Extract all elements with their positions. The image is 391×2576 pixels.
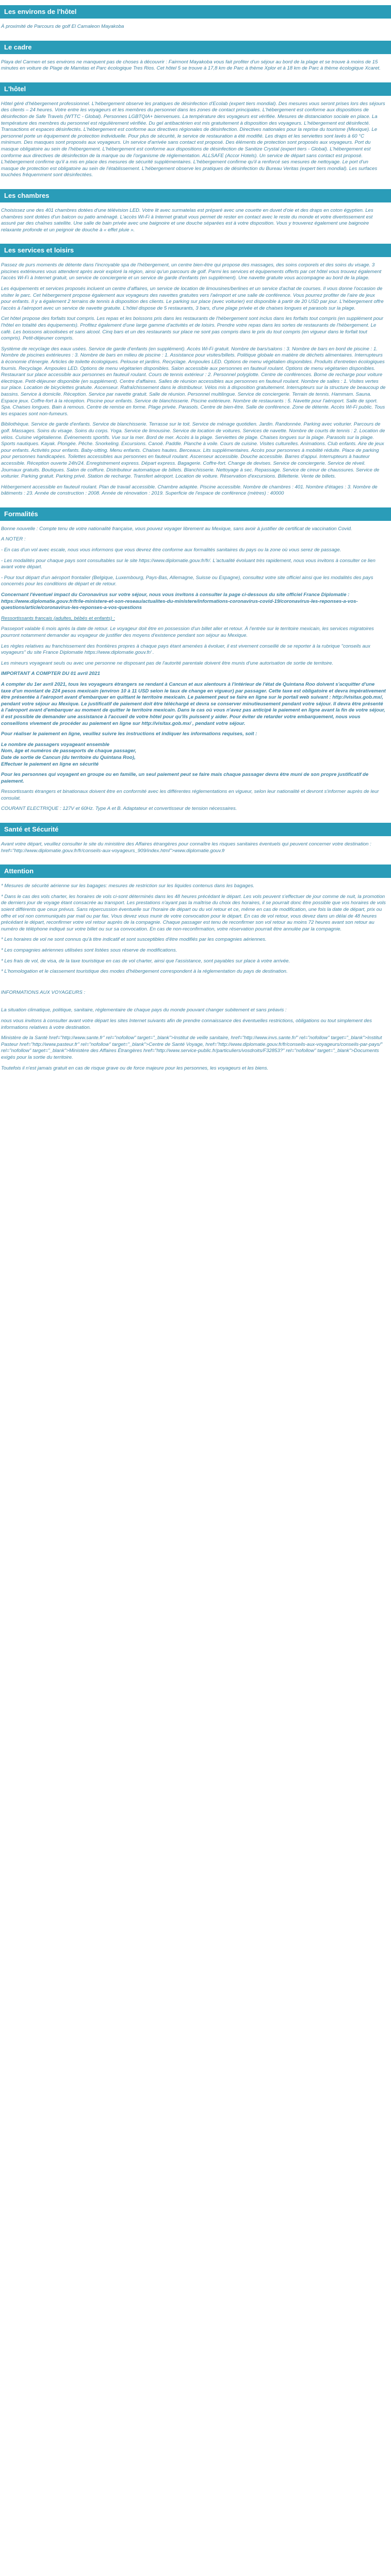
paragraph: Le nombre de passagers voyageant ensemble Nom, âge et numéros de passeports de chaque passager, Date de sortie de Cancun (du territoire du Quintana Roo), Effectuer le paiement en ligne en sécurité <box>1 741 137 767</box>
paragraph: * Dans le cas des vols charter, les horaires de vols ci-sont déterminés dans les 48 heures précédant le départ. Les vols peuvent s'effectuer de jour comme de nuit, la promotion de derniers jour de voyage étant consacrée au transport. Les prestations n'ayant pas la maîtrise du choix des horaires, il se pourrait donc être possible que vos horaires de vols soient différents que ceux prévus. Sans répercussion éventuelle sur l'horaire de départ ou du vol retour et ce, même en cas de modification, une fois la date de départ, prix ou offre et vol non communiqués par mail ou par fax. Vous devez vous munir de votre convocation pour le départ. En cas de vol retour, vous devez dans un délai de 48 heures précédant le départ, reconfirmer votre vol retour auprès de la compagnie. Chaque passager est tenu de reconfirmer son vol retour au moins 72 heures avant son retour au numéro de téléphone indiqué sur votre billet ou sur sa convocation. En cas de non-reconfirmation, votre réservation pourrait être annulée par la compagnie. <box>1 893 386 932</box>
paragraph: * Les frais de vol, de visa, de la taxe touristique en cas de vol charter, ainsi que l'assistance, sont payables sur place à votre arrivée. <box>1 958 290 964</box>
paragraph: A NOTER : <box>1 536 26 543</box>
paragraph: Ressortissants étrangers et binationaux doivent être en conformité avec les différentes réglementations en vigueur, selon leur nationalité et devront s'informer auprès de leur consulat. <box>1 789 379 801</box>
paragraph: Choisissez une des 401 chambres dotées d'une télévision LED. Votre lit avec surmatelas est préparé avec une couette en duvet d'oie et des draps en coton égyptien. Les chambres sont dotées d'un balcon ou patio aménagé. L'accès Wi-Fi à Internet gratuit vous permet de rester en contact avec le reste du monde et votre divertissement est assuré par des chaînes satellite. Une salle de bain privée avec une baignoire et une douche séparées est à votre disposition. Vous y trouverez également une baignoire relaxante profonde et un peignoir de douche à « effet pluie ». <box>1 207 373 233</box>
section-title: L'hôtel <box>0 82 391 96</box>
link-paragraph[interactable] <box>1 616 386 622</box>
paragraph: Avant votre départ, veuillez consulter le site du ministère des Affaires étrangères pour connaître les risques sanitaires éventuels qui peuvent concerner votre destination : href="http://www.diplomatie.gouv.fr/fr/conseils-aux-voyageurs_909/index.html">www.diplomatie.gouv.fr <box>1 841 371 854</box>
paragraph: Les mineurs voyageant seuls ou avec une personne ne disposant pas de l'autorité parentale doivent être munis d'une autorisation de sortie de territoire. <box>1 660 334 666</box>
paragraph: - Les modalités pour chaque pays sont consultables sur le site https://www.diplomatie.gouv.fr/fr/. L'actualité évoluant très rapidement, nous vous invitons à consulter ce lien avant votre départ. <box>1 557 376 570</box>
paragraph: Pour les personnes qui voyagent en groupe ou en famille, un seul paiement peut se faire mais chaque passager devra être muni de son propre justificatif de paiement. <box>1 772 369 784</box>
paragraph: À proximité de Parcours de golf El Camaleon Mayakoba <box>1 24 124 29</box>
paragraph: Playa del Carmen et ses environs ne manquent pas de choses à découvrir : Fairmont Mayakoba vous fait profiter d'un séjour au bord de la plage et se trouve à moins de 15 minutes en voiture de Plage de Mamitas et Parc écologique Tres Rios. Cet hôtel 5 se trouve à 17,8 km de Parc à thème Xplor et à 18 km de Parc à thème écologique Xcaret. <box>1 59 381 72</box>
paragraph: * Les compagnies aériennes utilisées sont listées sous réserve de modifications. <box>1 947 177 953</box>
paragraph: Pour réaliser le paiement en ligne, veuillez suivre les instructions et indiquer les informations requises, soit : <box>1 731 257 737</box>
paragraph: Cet hôtel propose des forfaits tout compris. Les repas et les boissons pris dans les restaurants de l'hébergement sont inclus dans les forfaits tout compris (en supplément pour l'hôtel en totalité des équipements). Profitez également d'une large gamme d'activités et de loisirs. Prendre votre repas dans les sortes de restaurants de l'hébergement. Le café. Les boissons alcoolisées et sans alcool. Cinq bars et un des restaurants sur place ne sont pas compris dans le prix du tout compris (en vigueur dans le forfait tout compris). Petit-déjeuner compris. <box>1 316 383 342</box>
paragraph: Toutefois il n'est jamais gratuit en cas de risque grave ou de force majeure pour les personnes, les voyageurs et les biens. <box>1 1065 269 1071</box>
section-environs <box>0 5 391 30</box>
paragraph: Bibliothèque. Service de garde d'enfants. Service de blanchisserie. Terrasse sur le toit. Service de ménage quotidien. Jardin. Randonnée. Parking avec voiturier. Parcours de golf. Massages. Soins du visage. Soins du corps. Yoga. Service de limousine. Service de location de voitures. Services de navette. Nombre de courts de tennis : 2. Location de vélos. Cuisine végétalienne. Événements sportifs. Vue sur la mer. Bord de mer. Accès à la plage. Serviettes de plage. Chaises longues sur la plage. Parasols sur la plage. Sports nautiques. Kayak. Plongée. Pêche. Snorkeling. Excursions. Canoë. Paddle. Planche à voile. Cours de cuisine. Visites culturelles. Animations. Club enfants. Aire de jeux pour enfants. Activités pour enfants. Baby-sitting. Menu enfants. Chaises hautes. Berceaux. Lits supplémentaires. Accès pour personnes à mobilité réduite. Place de parking pour personnes handicapées. Toilettes accessibles aux personnes en fauteuil roulant. Ascenseur accessible. Douche accessible. Barres d'appui. Interrupteurs à hauteur accessible. Réception ouverte 24h/24. Enregistrement express. Départ express. Bagagerie. Coffre-fort. Change de devises. Service de conciergerie. Service de réveil. Journaux gratuits. Boutiques. Salon de coiffure. Distributeur automatique de billets. Blanchisserie. Nettoyage à sec. Repassage. Service de cireur de chaussures. Service de voiturier. Parking gratuit. Parking privé. Station de recharge. Transfert aéroport. Location de voiture. Réservation d'excursions. Billetterie. Vente de billets. <box>1 421 385 480</box>
paragraph: COURANT ELECTRIQUE : 127V et 60Hz. Type A et B. Adaptateur et convertisseur de tension nécessaires. <box>1 806 237 812</box>
paragraph: Concernant l'éventuel impact du Coronavirus sur votre séjour, nous vous invitons à consulter la page ci-dessous du site officiel France Diplomatie : https://www.diplomatie.gouv.fr/fr/le-ministere-et-son-reseau/actualites-du-ministere/informations-coronavirus-covid-19/coronavirus-les-reponses-a-vos-questions/article/coronavirus-les-reponses-a-vos-questions <box>1 592 358 611</box>
paragraph: La situation climatique, politique, sanitaire, réglementaire de chaque pays du monde pouvant changer subitement et sans préavis : <box>1 1007 287 1013</box>
section-title: Formalités <box>0 507 391 521</box>
section-hotel <box>0 82 391 179</box>
paragraph: - Pour tout départ d'un aéroport frontalier (Belgique, Luxembourg, Pays-Bas, Allemagne, Suisse ou Espagne), consultez votre site officiel ainsi que les modalités des pays concernés pour les conditions de départ et de retour. <box>1 574 373 587</box>
section-title: Attention <box>0 865 391 878</box>
paragraph: Hôtel géré d'hébergement professionnel. L'hébergement observe les pratiques de désinfection d'Ecolab (expert tiers mondial). Des mesures vous seront prises lors des séjours des clients – 24 heures. Votre entre les voyageurs et les membres du personnel dans les zones de contact principales. L'hébergement est conforme aux dispositions de désinfection de Safe Travels (WTTC - Global). Personnes LGBTQIA+ bienvenues. La température des voyageurs est vérifiée. Mesures de distanciation sociale en place. La température des membres du personnel est régulièrement vérifiée. Du gel antibactérien est mis gratuitement à disposition des voyageurs. L'hébergement est désinfecté. Transactions et espaces désinfectés. L'hébergement est conforme aux directives régionales de désinfection. Directives nationales pour la reprise du tourisme (Mexique). Le personnel porte un équipement de protection individuelle. Pour plus de sécurité, le service de restauration a été modifié. Les draps et les serviettes sont lavés à 60 °C minimum. Des masques sont proposés aux voyageurs. Un service d'arrivée sans contact est proposé. Des éléments de protection sont proposés aux voyageurs. Port du masque obligatoire au sein de l'hébergement. L'hébergement est conforme aux dispositions de désinfection de Sanitize Crystal (expert tiers - Global). L'hébergement est conforme aux directives de désinfection de la marque ou de l'organisme de réglementation. ALLSAFE (Accor Hotels). Un service de départ sans contact est proposé. L'hébergement confirme qu'il a mis en place des mesures de sécurité supplémentaires. L'hébergement confirme qu'il a renforcé ses mesures de nettoyage. Le port d'un masque de protection est obligatoire au sein de l'établissement. L'hébergement observe les pratiques de désinfection du Bureau Veritas (expert tiers mondial). Les surfaces touchées fréquemment sont désinfectées. <box>1 100 385 178</box>
paragraph: - En cas d'un vol avec escale, nous vous informons que vous devrez être conforme aux formalités sanitaires du pays ou la zone où vous serez de passage. <box>1 547 341 553</box>
section-title: Les environs de l'hôtel <box>0 5 391 19</box>
section-title: Les services et loisirs <box>0 244 391 257</box>
paragraph: Bonne nouvelle : Compte tenu de votre nationalité française, vous pouvez voyager librement au Mexique, sans avoir à justifier de certificat de vaccination Covid. <box>1 526 352 532</box>
section-title: Le cadre <box>0 41 391 54</box>
paragraph: * Mesures de sécurité aérienne sur les bagages: mesures de restriction sur les liquides contenus dans les bagages. <box>1 883 255 889</box>
paragraph: * Les horaires de vol ne sont connus qu'à titre indicatif et sont susceptibles d'être modifiés par les compagnies aériennes. <box>1 937 267 943</box>
paragraph: INFORMATIONS AUX VOYAGEURS : <box>1 989 86 995</box>
section-body <box>0 59 391 72</box>
section-title: Les chambres <box>0 189 391 202</box>
section-cadre <box>0 41 391 72</box>
section-body <box>0 208 391 233</box>
paragraph: IMPORTANT A COMPTER DU 01 avril 2021 <box>1 671 100 677</box>
paragraph: Système de recyclage des eaux usées. Service de garde d'enfants (en supplément). Accès Wi-Fi gratuit. Nombre de bars/salons : 3. Nombre de bars en bord de piscine : 1. Nombre de piscines extérieures : 3. Nombre de bars en milieu de piscine : 1. Assistance pour visites/billets. Politique globale en matière de déchets alimentaires. Interrupteurs à économie d'énergie. Articles de toilette écologiques. Pelouse et jardins. Recyclage. Ampoules LED. Options de menu végétalien disponibles. Produits d'entretien écologiques fournis. Recyclage. Ampoules LED. Options de menu végétarien disponibles. Salon accessible aux personnes en fauteuil roulant. Options de menu végétarien disponibles. Restaurant sur place accessible aux personnes en fauteuil roulant. Cours de tennis extérieur : 2. Personnel polyglotte. Centre de conférences. Borne de recharge pour voiture électrique. Petit-déjeuner disponible (en supplément). Centre d'affaires. Salles de réunion accessibles aux personnes en fauteuil roulant. Nombre de salles : 1. Visites vertes sur place. Location de bicyclettes gratuite. Ascenseur. Rafraîchissement dans le distributeur. Vélos mis à disposition gratuitement. Interrupteurs sur la structure de beaucoup de bassins. Service à domicile. Réception. Service par navette gratuit. Salle de réunion. Personnel multilingue. Service de conciergerie. Terrain de tennis. Hammam. Sauna. Espace jeux. Coffre-fort à la réception. Piscine pour enfants. Service de blanchisserie. Piscine extérieure. Nombre de restaurants : 5. Navette pour l'aéroport. Salle de sport. Spa. Chaises longues. Bain à remous. Centre de remise en forme. Plage privée. Parasols. Centre de bien-être. Salle de conférence. Zone de détente. Accès Wi-Fi public. Tous les espaces sont non-fumeurs. <box>1 346 386 417</box>
paragraph: Passez de purs moments de détente dans l'incroyable spa de l'hébergement, un centre bien-être qui propose des massages, des soins corporels et des soins du visage. 3 piscines extérieures vous attendent après avoir exploré la région, ainsi qu'un parcours de golf. Parmi les services et équipements offerts par cet hôtel vous trouvez également l'accès Wi-Fi à Internet gratuit, un service de conciergerie et un service de garde d'enfants (en supplément). Une navette gratuite vous accompagne au bord de la plage. <box>1 262 382 281</box>
page <box>0 0 391 1072</box>
ressortissants-link[interactable]: Ressortissants francais (adultes, bébés et enfants) : <box>1 615 115 621</box>
paragraph: * L'homologation et le classement touristique des modes d'hébergement correspondent à la réglementation du pays de destination. <box>1 969 288 975</box>
paragraph: Passeport valable 6 mois après la date de retour. Le voyageur doit être en possession d'un billet aller et retour. À l'entrée sur le territoire mexicain, les services migratoires pourront notamment demander au voyageur de justifier des moyens d'existence pendant son séjour au Mexique. <box>1 626 374 638</box>
section-body <box>0 526 391 812</box>
section-body <box>0 101 391 179</box>
section-body <box>0 24 391 30</box>
paragraph: Les règles relatives au franchissement des frontières propres à chaque pays étant amenées à évoluer, il est vivement conseillé de se reporter à la rubrique "conseils aux voyageurs" du site France Diplomatie https://www.diplomatie.gouv.fr/ . <box>1 643 370 656</box>
section-chambres <box>0 189 391 233</box>
section-formalites <box>0 507 391 812</box>
section-attention <box>0 865 391 1072</box>
paragraph: nous vous invitons à consulter avant votre départ les sites Internet suivants afin de prendre connaissance des éventuelles restrictions, obligations ou tout simplement des informations relatives à votre destination. <box>1 1018 372 1030</box>
section-title: Santé et Sécurité <box>0 823 391 836</box>
paragraph: A compter du 1er avril 2021, tous les voyageurs étrangers se rendant à Cancun et aux alentours à l'intérieur de l'état de Quintana Roo doivent s'acquitter d'une taxe d'un montant de 224 pesos mexicain (environ 10 à 11 USD selon le taux de change en vigueur) par passager. Cette taxe est obligatoire et devra impérativement être présentée à l'aéroport avant d'embarquer en quittant le territoire mexicain. Le paiement peut se faire en ligne sur le portail web suivant : http://visitax.gob.mx/, pendant votre séjour au Mexique. Le justificatif de paiement doit être téléchargé et devra se conserver minutieusement pendant votre séjour. Il devra être présenté à l'aéroport avant d'embarquer au moment de quitter le territoire mexicain. Dans le cas où vous n'avez pas anticipé le paiement en ligne avant la fin de votre séjour, il est possible de demander une assistance à l'accueil de votre hôtel pour qu'ils puissent y aider. Pour éviter de retarder votre embarquement, nous vous conseillons vivement de procéder au paiement en ligne sur http://visitax.gob.mx/ , pendant votre séjour. <box>1 681 386 726</box>
paragraph: Hébergement accessible en fauteuil roulant. Plan de travail accessible. Chambre adaptée. Piscine accessible. Nombre de chambres : 401. Nombre d'étages : 3. Nombre de bâtiments : 23. Année de construction : 2008. Année de rénovation : 2019. Superficie de l'espace de conférence (mètres) : 40000 <box>1 484 378 497</box>
paragraph: Ministère de la Santé href="http://www.sante.fr" rel="nofollow" target="_blank">Institut de veille sanitaire, href="http://www.invs.sante.fr/" rel="nofollow" target="_blank">Institut Pasteur href="http://www.pasteur.fr" rel="nofollow" target="_blank">Centre de Santé Voyage, href="http://www.diplomatie.gouv.fr/fr/conseils-aux-voyageurs/conseils-par-pays/" rel="nofollow" target="_blank">Ministère des Affaires Étrangères href="http://www.service-public.fr/particuliers/vosdroits/F32853?" rel="nofollow" target="_blank">Documents exigés pour la sortie du territoire. <box>1 1035 383 1060</box>
paragraph: Les équipements et services proposés incluent un centre d'affaires, un service de location de limousines/berlines et un service d'achat de courses. Il vous donne l'occasion de visiter le parc. Cet hébergement propose également aux voyageurs des navettes gratuites vers l'aéroport et une salle de conférence. Vous pourrez profiter de l'aire de jeux pour enfants. Il y a également 2 terrains de tennis à disposition des clients. Le parking sur place (avec voiturier) est disponible à partir de 20 USD par jour. L'hébergement offre l'accès à l'aéroport avec un service de navette gratuite. L'hôtel dispose de 5 restaurants, 3 bars, d'une plage privée et de chaises longues et parasols sur la plage. <box>1 286 384 311</box>
section-body <box>0 841 391 854</box>
section-sante <box>0 823 391 854</box>
section-body <box>0 262 391 497</box>
section-services <box>0 244 391 497</box>
section-body <box>0 883 391 1072</box>
